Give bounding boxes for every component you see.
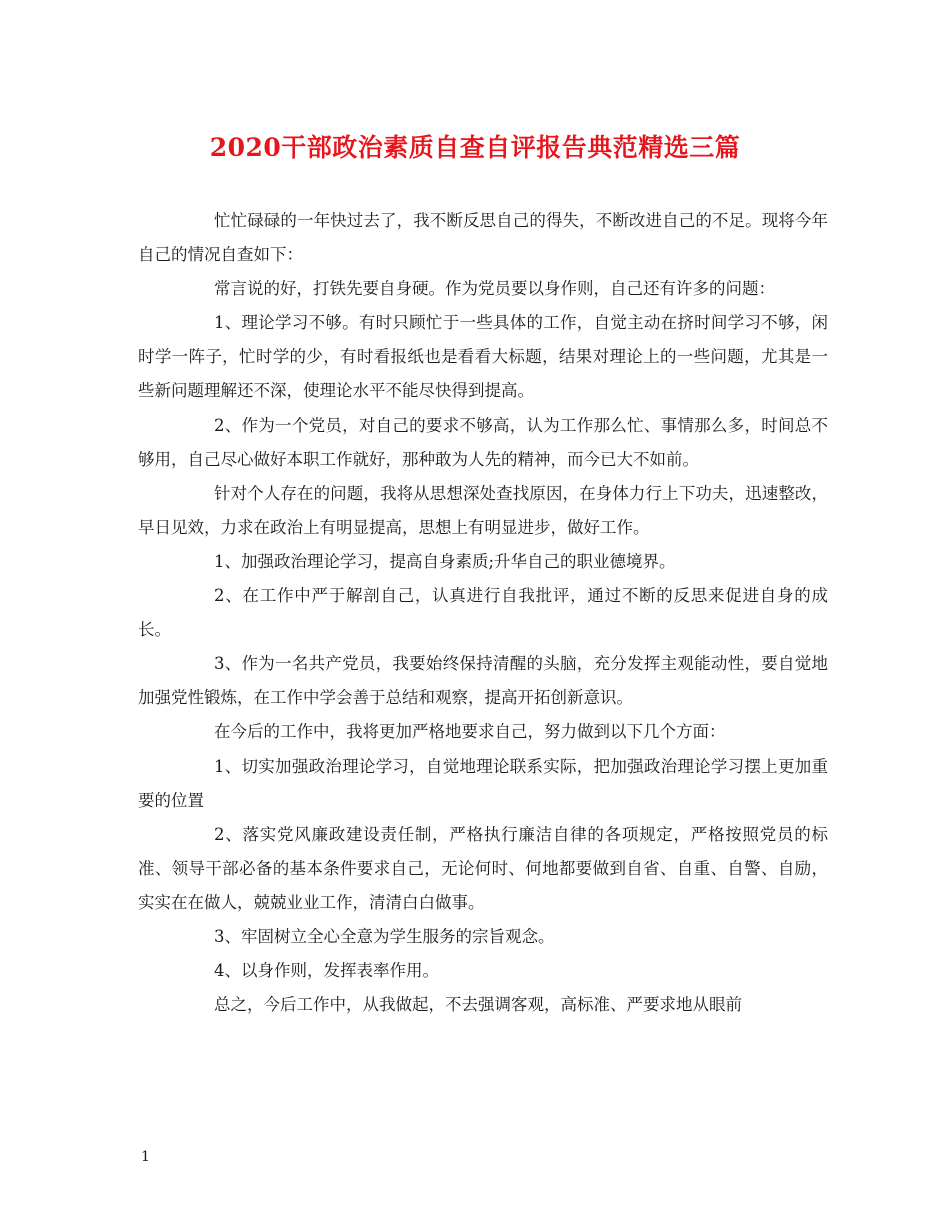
paragraph: 在今后的工作中，我将更加严格地要求自己，努力做到以下几个方面： — [214, 722, 726, 742]
paragraph: 3、牢固树立全心全意为学生服务的宗旨观念。 — [214, 926, 555, 946]
paragraph: 1、理论学习不够。有时只顾忙于一些具体的工作，自觉主动在挤时间学习不够，闲时学一阵子，忙时学的少，有时看报纸也是看看大标题，结果对理论上的一些问题，尤其是一些新问题理解还不深，使理论水平不能尽快得到提高。 — [138, 313, 828, 401]
page-number: 1 — [141, 1149, 150, 1165]
paragraph: 忙忙碌碌的一年快过去了，我不断反思自己的得失，不断改进自己的不足。现将今年自己的情况自查如下： — [138, 211, 828, 265]
paragraph: 针对个人存在的问题，我将从思想深处查找原因，在身体力行上下功夫，迅速整改，早日见效，力求在政治上有明显提高，思想上有明显进步，做好工作。 — [138, 483, 828, 537]
paragraph: 3、作为一名共产党员，我要始终保持清醒的头脑，充分发挥主观能动性，要自觉地加强党性锻炼，在工作中学会善于总结和观察，提高开拓创新意识。 — [138, 654, 828, 708]
paragraph: 1、切实加强政治理论学习，自觉地理论联系实际，把加强政治理论学习摆上更加重要的位置 — [138, 756, 828, 810]
paragraph: 2、在工作中严于解剖自己，认真进行自我批评，通过不断的反思来促进自身的成长。 — [138, 586, 828, 640]
paragraph: 2、落实党风廉政建设责任制，严格执行廉洁自律的各项规定，严格按照党员的标准、领导干部必备的基本条件要求自己，无论何时、何地都要做到自省、自重、自警、自励，实实在在做人，兢兢业业工作，清清白白做事。 — [138, 824, 828, 912]
document-body — [138, 204, 828, 1022]
paragraph: 常言说的好，打铁先要自身硬。作为党员要以身作则，自己还有许多的问题： — [214, 279, 775, 299]
paragraph: 总之，今后工作中，从我做起，不去强调客观，高标准、严要求地从眼前 — [214, 995, 742, 1015]
paragraph: 4、以身作则，发挥表率作用。 — [214, 961, 439, 981]
paragraph: 1、加强政治理论学习，提高自身素质;升华自己的职业德境界。 — [214, 551, 676, 571]
document-title: 2020干部政治素质自查自评报告典范精选三篇 — [209, 133, 741, 162]
paragraph: 2、作为一个党员，对自己的要求不够高，认为工作那么忙、事情那么多，时间总不够用，自己尽心做好本职工作就好，那种敢为人先的精神，而今已大不如前。 — [138, 415, 828, 469]
